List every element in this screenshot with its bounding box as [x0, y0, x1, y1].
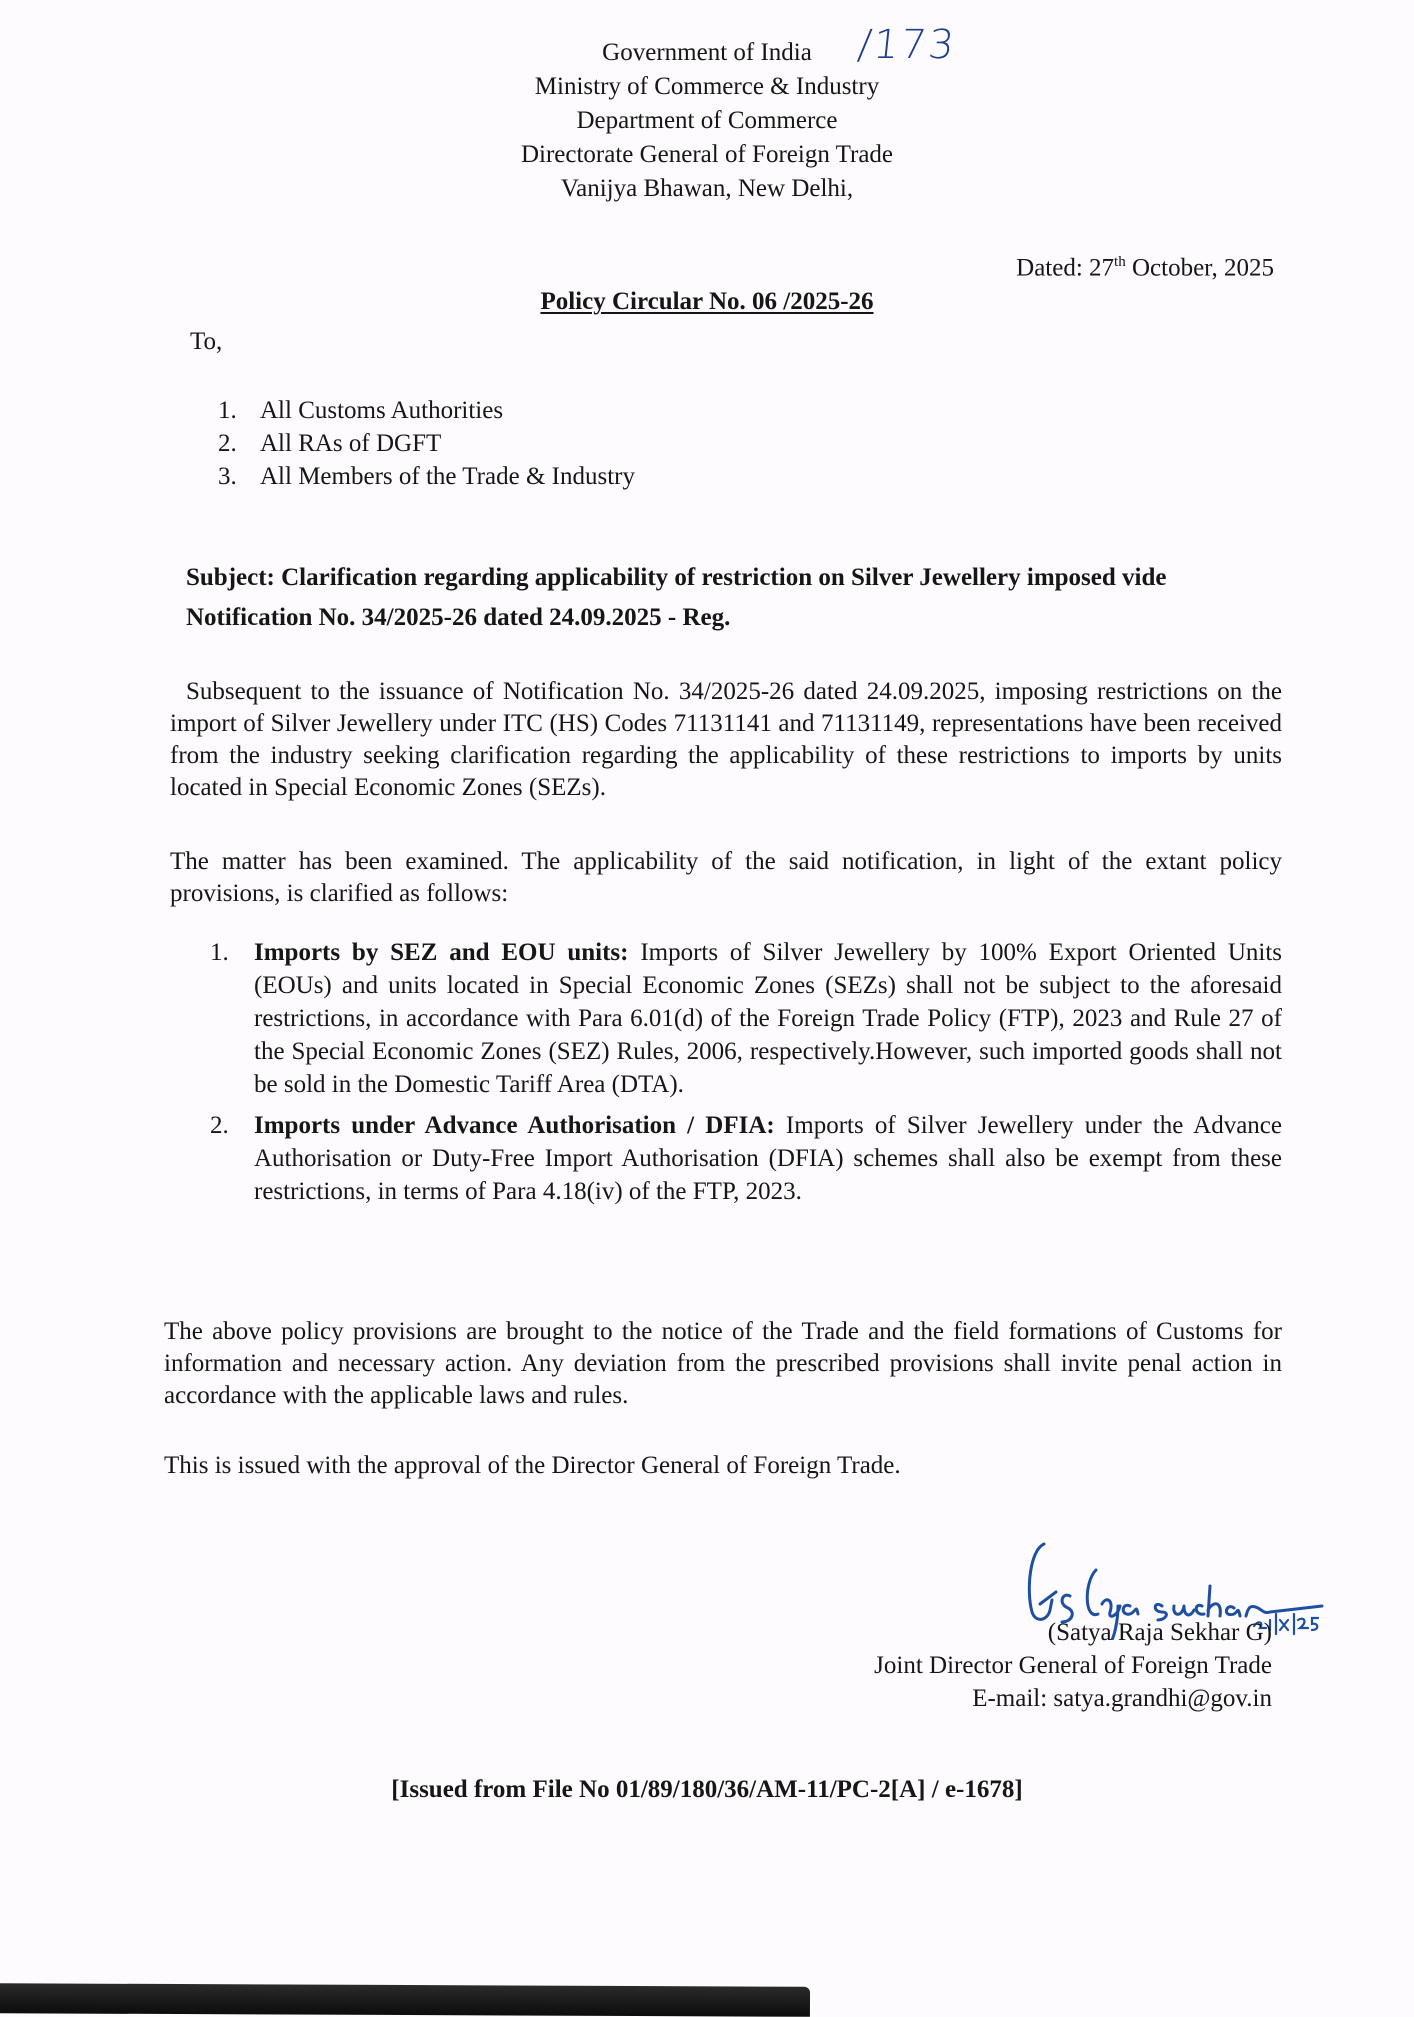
point-heading: Imports by SEZ and EOU units: — [254, 939, 629, 966]
scan-edge-shadow — [0, 1983, 810, 2017]
header-line-department: Department of Commerce — [576, 107, 838, 134]
file-reference: [Issued from File No 01/89/180/36/AM-11/PC-2[A] / e-1678] — [391, 1776, 1023, 1803]
document-date: Dated: 27th October, 2025 — [1016, 254, 1274, 282]
subject-line: Subject: Clarification regarding applicability of restriction on Silver Jewellery imposed vide Notification No. 34/2025-26 dated 24.09.2025 - Reg. — [186, 564, 1167, 631]
paragraph-examination: The matter has been examined. The applicability of the said notification, in light of the extant policy provisions, is clarified as follows: — [170, 848, 1282, 907]
signatory-designation: Joint Director General of Foreign Trade — [874, 1652, 1272, 1679]
document-header — [0, 36, 1414, 206]
paragraph-approval: This is issued with the approval of the Director General of Foreign Trade. — [164, 1452, 901, 1479]
paragraph-notice: The above policy provisions are brought to the notice of the Trade and the field formations of Customs for information and necessary action. Any deviation from the prescribed provisions shall invite penal action in accordance with the applicable laws and rules. — [164, 1318, 1282, 1409]
handwritten-number: /173 — [855, 22, 959, 68]
paragraph-background: Subsequent to the issuance of Notification No. 34/2025-26 dated 24.09.2025, imposing restrictions on the import of Silver Jewellery under ITC (HS) Codes 71131141 and 71131149, representations have been received from the industry seeking clarification regarding the applicability of these restrictions to imports by units located in Special Economic Zones (SEZs). — [170, 678, 1282, 801]
clarification-points — [210, 936, 1282, 1216]
circular-title: Policy Circular No. 06 /2025-26 — [540, 288, 874, 315]
header-line-address: Vanijya Bhawan, New Delhi, — [560, 175, 854, 202]
clarification-point: 1. Imports by SEZ and EOU units: Imports of Silver Jewellery by 100% Export Oriented Units (EOUs) and units located in Special Economic Zones (SEZs) shall not be subject to the aforesaid restrictions, in accordance with Para 6.01(d) of the Foreign Trade Policy (FTP), 2023 and Rule 27 of the Special Economic Zones (SEZ) Rules, 2006, respectively.However, such imported goods shall not be sold in the Domestic Tariff Area (DTA). — [210, 939, 1282, 1098]
header-line-directorate: Directorate General of Foreign Trade — [520, 141, 894, 168]
signatory-block — [874, 1616, 1272, 1715]
recipient-item: 2. All RAs of DGFT — [218, 430, 442, 457]
header-line-ministry: Ministry of Commerce & Industry — [534, 73, 880, 100]
header-line-government: Government of India — [602, 39, 812, 66]
recipient-list — [218, 394, 635, 493]
point-heading: Imports under Advance Authorisation / DFIA: — [254, 1112, 775, 1139]
clarification-point: 2. Imports under Advance Authorisation / DFIA: Imports of Silver Jewellery under the Advance Authorisation or Duty-Free Import Authorisation (DFIA) schemes shall also be exempt from these restrictions, in terms of Para 4.18(iv) of the FTP, 2023. — [210, 1112, 1282, 1205]
recipient-item: 1. All Customs Authorities — [218, 397, 504, 424]
signatory-email: E-mail: satya.grandhi@gov.in — [972, 1685, 1272, 1712]
to-label: To, — [190, 328, 223, 355]
signatory-name: (Satya Raja Sekhar G) — [1047, 1619, 1272, 1646]
recipient-item: 3. All Members of the Trade & Industry — [218, 463, 635, 490]
